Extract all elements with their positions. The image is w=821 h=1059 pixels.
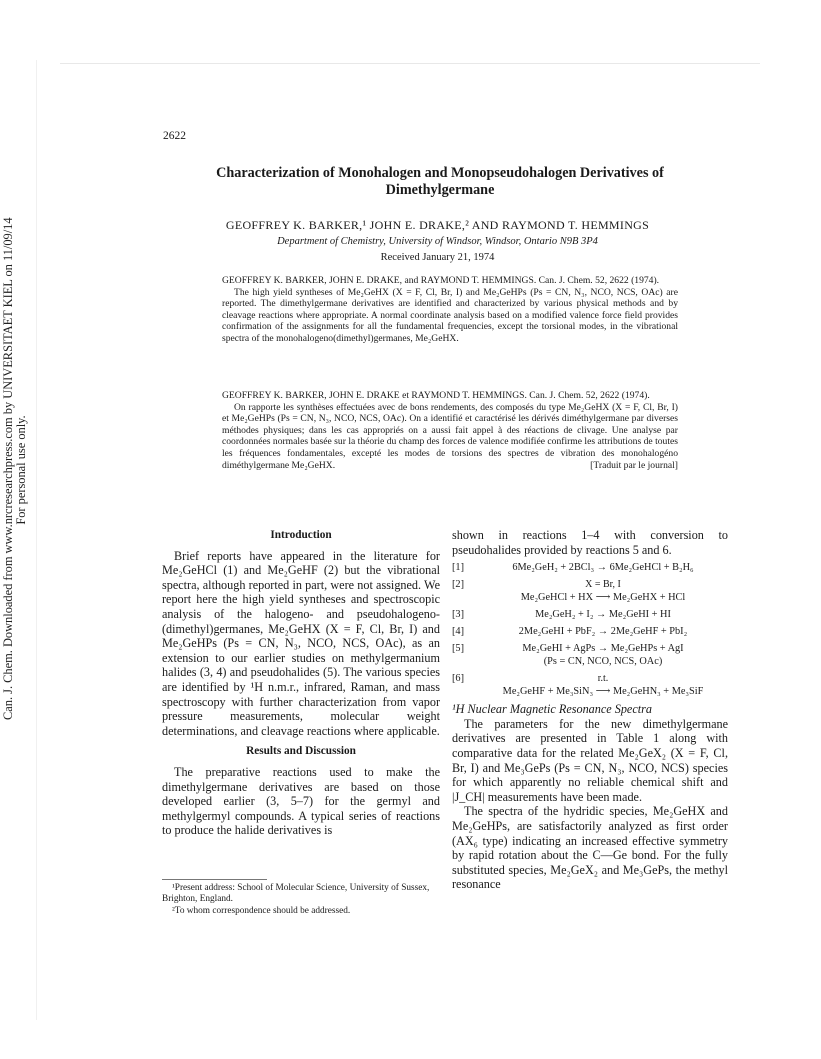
reaction-body: [478, 642, 728, 668]
footnote: ²To whom correspondence should be addressed.: [172, 905, 351, 916]
reaction-note: (Ps = CN, NCO, NCS, OAc): [543, 656, 663, 668]
section-heading: Introduction: [270, 529, 332, 541]
reaction-equation: [452, 625, 728, 638]
reaction-number: [1]: [452, 562, 465, 574]
reaction-number: [2]: [452, 579, 465, 591]
body-paragraph: The parameters for the new dimethylgermane derivatives are presented in Table 1 along with comparative data for the related Me₂GeX₂ (X = F, Cl, Br, I) and Me₃GePs (Ps = CN, N₃, NCO, NCS) species for which apparently no reliable chemical shift and |J_CH| measurements have been made.: [452, 716, 728, 804]
reaction-equation: [452, 561, 728, 574]
abstract-citation: GEOFFREY K. BARKER, JOHN E. DRAKE et RAYMOND T. HEMMINGS. Can. J. Chem. 52, 2622 (1974).: [222, 390, 650, 401]
footnote-divider: [162, 879, 267, 880]
left-column: [162, 528, 440, 838]
reaction-formula: Me₂GeHCl + HX ⟶ Me₂GeHX + HCl: [520, 592, 686, 604]
abstract-text: [222, 402, 678, 472]
reaction-formula: 2Me₂GeHI + PbF₂ → 2Me₂GeHF + PbI₂: [518, 626, 688, 638]
reaction-formula: Me₂GeHF + Me₃SiN₃ ⟶ Me₂GeHN₃ + Me₃SiF: [502, 686, 704, 698]
reaction-formula: Me₂GeHI + AgPs → Me₂GeHPs + AgI: [522, 643, 684, 655]
section-heading: Results and Discussion: [246, 745, 356, 758]
abstract-text-body: On rapporte les synthèses effectuées avec de bons rendements, des composés du type Me₂GeHX (X = F, Cl, Br, I) et Me₂GeHPs (Ps = CN, N₃, NCO, NCS, OAc). On a identifié et caractérisé les dérivés diméthylgermane par diverses méthodes physiques; dans les cas appropriés on a aussi fait appel à des réactions de clivage. Une analyse par coordonnées normales basée sur la théorie du champ des forces de valence modifiée confirme les attributions de toutes les fréquences fondamentales, excepté les modes de torsions des spectres de vibration des monohalogéno diméthylgermane Me₂GeHX.: [222, 401, 678, 471]
abstract-english: [222, 275, 678, 345]
reaction-condition: r.t.: [597, 673, 609, 685]
reaction-number: [4]: [452, 626, 465, 638]
body-paragraph: shown in reactions 1–4 with conversion to pseudohalides provided by reactions 5 and 6.: [452, 528, 728, 557]
footnote: ¹Present address: School of Molecular Science, University of Sussex, Brighton, England.: [162, 883, 430, 905]
scan-edge: [36, 60, 37, 1020]
reaction-body: [478, 672, 728, 698]
body-paragraph: The spectra of the hydridic species, Me₂GeHX and Me₂GeHPs, are satisfactorily analyzed as first order (AX₆ type) indicating an increased effective symmetry by rapid rotation about the C—Ge bond. For the fully substituted species, Me₂GeX₂ and Me₃GePs, the methyl resonance: [452, 804, 728, 892]
affiliation: Department of Chemistry, University of Windsor, Windsor, Ontario N9B 3P4: [277, 236, 598, 247]
article-title: Characterization of Monohalogen and Monopseudohalogen Derivatives of Dimethylgermane: [216, 165, 664, 198]
reaction-equation: [452, 608, 728, 621]
reaction-number: [6]: [452, 673, 465, 685]
author-list: GEOFFREY K. BARKER,¹ JOHN E. DRAKE,² AND RAYMOND T. HEMMINGS: [225, 218, 650, 232]
reaction-number: [5]: [452, 643, 465, 655]
reaction-formula: Me₂GeH₂ + I₂ → Me₂GeHI + HI: [535, 609, 671, 621]
download-stamp-line: Can. J. Chem. Downloaded from www.nrcresearchpress.com by UNIVERSITAET KIEL on 11/09/14: [1, 217, 15, 720]
reaction-number: [3]: [452, 609, 465, 621]
scan-edge: [60, 63, 760, 64]
translation-note: [Traduit par le journal]: [590, 459, 678, 471]
right-column: [452, 528, 728, 892]
abstract-french: [222, 390, 678, 471]
subsection-heading: ¹H Nuclear Magnetic Resonance Spectra: [452, 702, 652, 717]
reaction-equation: [452, 578, 728, 604]
download-stamp-line: For personal use only.: [13, 415, 28, 525]
download-stamp: [1, 217, 28, 720]
reaction-body: [478, 578, 728, 604]
footnotes: [162, 883, 442, 917]
reaction-equation: [452, 642, 728, 668]
received-date: Received January 21, 1974: [380, 252, 495, 263]
reaction-formula: 6Me₂GeH₂ + 2BCl₃ → 6Me₂GeHCl + B₂H₆: [512, 562, 694, 574]
body-paragraph: The preparative reactions used to make the dimethylgermane derivatives are based on those developed earlier (3, 5–7) for the germyl and methylgermyl compounds. A typical series of reactions to produce the halide derivatives is: [162, 764, 440, 838]
abstract-text: The high yield syntheses of Me₂GeHX (X = F, Cl, Br, I) and Me₂GeHPs (Ps = CN, N₃, NCO, NCS, OAc) are reported. The dimethylgermane derivatives are identified and characterized by various physical methods and by cleavage reactions where appropriate. A normal coordinate analysis based on a modified valence force field provides confirmation of the assignments for all the fundamental frequencies, except the torsional modes, in the vibrational spectra of the monohalogeno(dimethyl)germanes, Me₂GeHX.: [222, 286, 678, 344]
reaction-condition: X = Br, I: [585, 579, 621, 591]
reaction-equation: [452, 672, 728, 698]
page-number: 2622: [163, 130, 186, 142]
body-paragraph: Brief reports have appeared in the literature for Me₂GeHCl (1) and Me₂GeHF (2) but the vibrational spectra, although reported in part, were not assigned. We report here the high yield syntheses and spectroscopic analysis of the halogeno- and pseudohalogeno-(dimethyl)germanes, Me₂GeHX (X = F, Cl, Br, I) and Me₂GeHPs (Ps = CN, N₃, NCO, NCS, OAc), as an extension to our earlier studies on methylgermanium halides (3, 4) and pseudohalides (5). The various species are identified by ¹H n.m.r., infrared, Raman, and mass spectroscopy with further characterization from vapor pressure measurements, molecular weight determinations, and cleavage reactions where applicable.: [162, 548, 440, 738]
abstract-citation: GEOFFREY K. BARKER, JOHN E. DRAKE, and RAYMOND T. HEMMINGS. Can. J. Chem. 52, 2622 (1974).: [222, 275, 660, 286]
